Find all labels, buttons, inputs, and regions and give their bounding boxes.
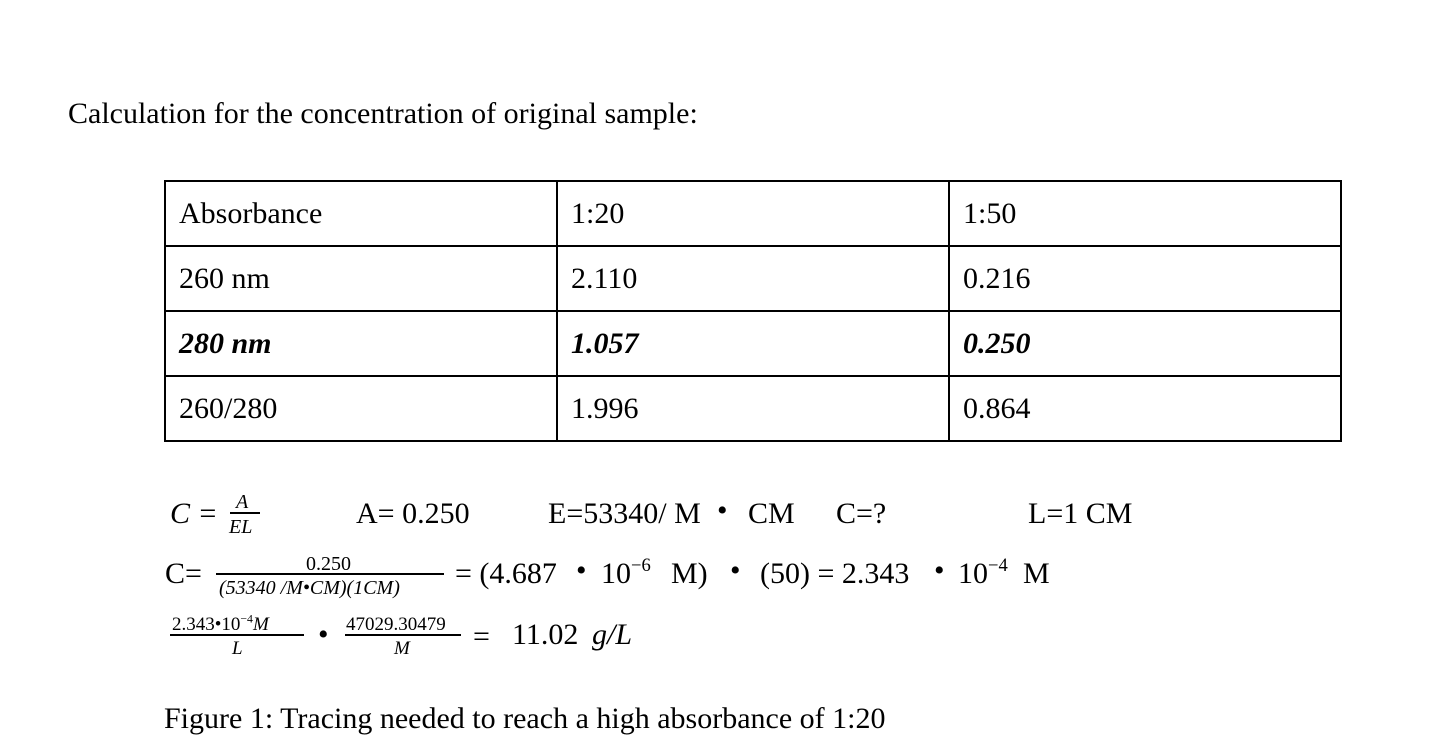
bullet-dot: • [934, 554, 945, 587]
formula-denominator-el: EL [229, 516, 253, 538]
table-cell: 260/280 [165, 376, 557, 441]
bullet-dot: • [576, 554, 587, 587]
fraction-bar [216, 573, 444, 575]
result-part3: (50) = 2.343 [760, 557, 910, 590]
table-cell: Absorbance [165, 181, 557, 246]
table-cell: 260 nm [165, 246, 557, 311]
exponent: −4 [988, 554, 1008, 576]
final-result-unit: g/L [592, 618, 633, 651]
e-value: E=53340/ M [548, 497, 701, 530]
formula-numerator-a: A [236, 491, 249, 513]
table-row [165, 311, 1341, 376]
fraction-denominator: M [394, 638, 410, 659]
table-cell: 280 nm [165, 311, 557, 376]
result-part2: M) [671, 557, 708, 590]
fraction-bar [170, 634, 304, 636]
fraction-numerator [172, 614, 269, 636]
section-heading: Calculation for the concentration of original sample: [68, 97, 698, 130]
table-cell: 1:20 [557, 181, 949, 246]
num1-text: 2.343•10 [172, 614, 241, 635]
absorbance-table [164, 180, 1342, 442]
fraction-numerator: 0.250 [306, 553, 351, 575]
l-value: L=1 CM [1028, 497, 1133, 530]
result-unit: M [1023, 557, 1050, 590]
figure-caption: Figure 1: Tracing needed to reach a high absorbance of 1:20 [164, 702, 886, 735]
final-result: 11.02 [512, 618, 579, 651]
table-row [165, 246, 1341, 311]
formula-c-equals: C = [170, 497, 218, 530]
bullet-dot: • [717, 494, 728, 527]
cm-unit: CM [748, 497, 795, 530]
ten-text: 10 [601, 557, 631, 590]
bullet-dot: • [318, 618, 329, 651]
table-cell: 2.110 [557, 246, 949, 311]
c-label: C= [165, 557, 202, 590]
exponent: −4 [240, 612, 253, 626]
table-cell: 0.864 [949, 376, 1341, 441]
table-cell: 1.057 [557, 311, 949, 376]
bullet-dot: • [730, 554, 741, 587]
table-row [165, 376, 1341, 441]
fraction-denominator: (53340 /M•CM)(1CM) [219, 577, 400, 599]
table-row [165, 181, 1341, 246]
fraction-denominator: L [232, 638, 243, 659]
fraction-bar [230, 512, 260, 514]
table-cell: 1:50 [949, 181, 1341, 246]
a-value: A= 0.250 [356, 497, 470, 530]
table-cell: 0.216 [949, 246, 1341, 311]
table-cell: 1.996 [557, 376, 949, 441]
result-part1: = (4.687 [455, 557, 557, 590]
ten-base [958, 554, 1008, 591]
num1-unit: M [252, 614, 269, 635]
c-unknown: C=? [836, 497, 887, 530]
ten-base [601, 554, 651, 591]
fraction-bar [345, 634, 461, 636]
exponent: −6 [631, 554, 651, 576]
fraction-numerator: 47029.30479 [346, 614, 446, 635]
ten-text: 10 [958, 557, 988, 590]
equals-sign: = [473, 620, 490, 653]
table-cell: 0.250 [949, 311, 1341, 376]
